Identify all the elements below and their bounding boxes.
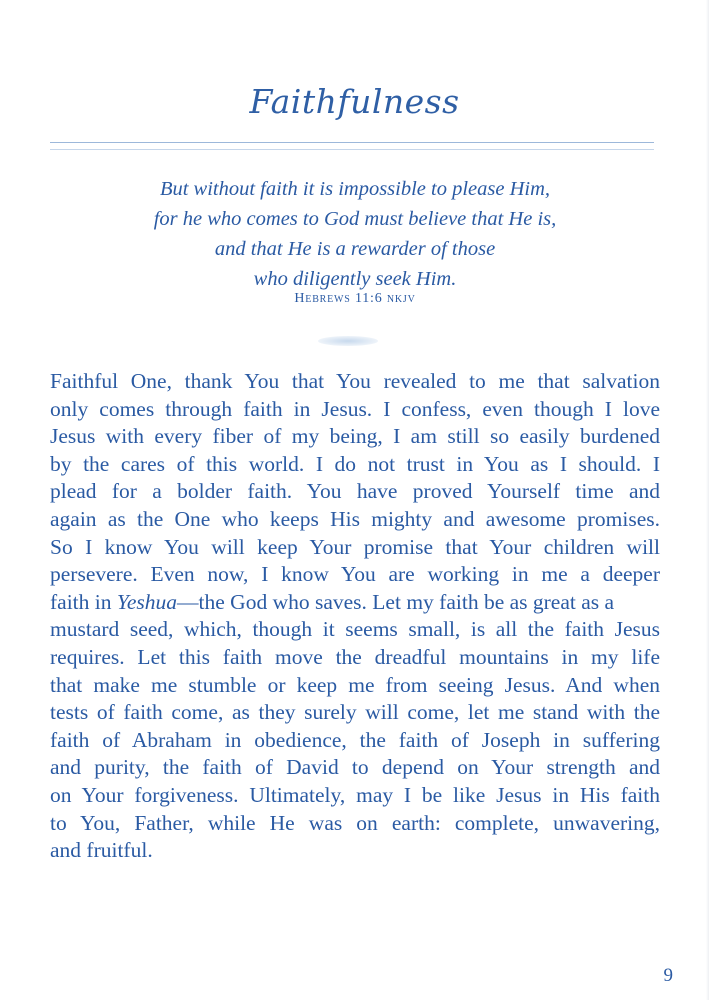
citation-text: Hebrews 11:6 nkjv (294, 291, 416, 306)
verse-citation (60, 291, 650, 307)
prayer-line: faith of Abraham in obedience, the faith of Joseph in suffering (50, 727, 660, 752)
ink-smudge (318, 336, 378, 346)
prayer-line: again as the One who keeps His mighty and awesome promises. (50, 506, 660, 531)
prayer-line: mustard seed, which, though it seems small, is all the faith Jesus (50, 617, 660, 642)
page-title: Faithfulness (249, 82, 460, 121)
prayer-line: plead for a bolder faith. You have proved Yourself time and (50, 479, 660, 504)
page-number: 9 (663, 965, 673, 986)
prayer-line: So I know You will keep Your promise that Your children will (50, 534, 660, 559)
scripture-verse (60, 174, 650, 294)
prayer-line-last: and fruitful. (50, 838, 153, 863)
prayer-line: that make me stumble or keep me from seeing Jesus. And when (50, 672, 660, 697)
prayer-body (50, 368, 660, 865)
verse-line: and that He is a rewarder of those (214, 238, 496, 260)
verse-line: for he who comes to God must believe that He is, (153, 208, 557, 230)
prayer-line: to You, Father, while He was on earth: complete, unwavering, (50, 810, 660, 835)
prayer-line: requires. Let this faith move the dreadful mountains in my life (50, 644, 660, 669)
yeshua-italic: Yeshua (116, 589, 178, 614)
prayer-line: and purity, the faith of David to depend on Your strength and (50, 755, 660, 780)
verse-line: who diligently seek Him. (253, 268, 457, 290)
prayer-line: by the cares of this world. I do not trust in You as I should. I (50, 451, 660, 476)
prayer-line-start: faith in (50, 589, 117, 614)
prayer-line-end: —the God who saves. Let my faith be as great as a (177, 589, 615, 614)
prayer-line: Faithful One, thank You that You revealed to me that salvation (50, 369, 660, 393)
prayer-line-yeshua (50, 589, 660, 617)
prayer-line: Jesus with every fiber of my being, I am still so easily burdened (50, 424, 660, 449)
title-divider (50, 142, 654, 150)
prayer-line: on Your forgiveness. Ultimately, may I be like Jesus in His faith (50, 782, 660, 807)
prayer-line: only comes through faith in Jesus. I confess, even though I love (50, 396, 660, 421)
prayer-line: tests of faith come, as they surely will come, let me stand with the (50, 700, 660, 725)
verse-line: But without faith it is impossible to please Him, (159, 178, 551, 200)
prayer-line: persevere. Even now, I know You are working in me a deeper (50, 562, 660, 587)
